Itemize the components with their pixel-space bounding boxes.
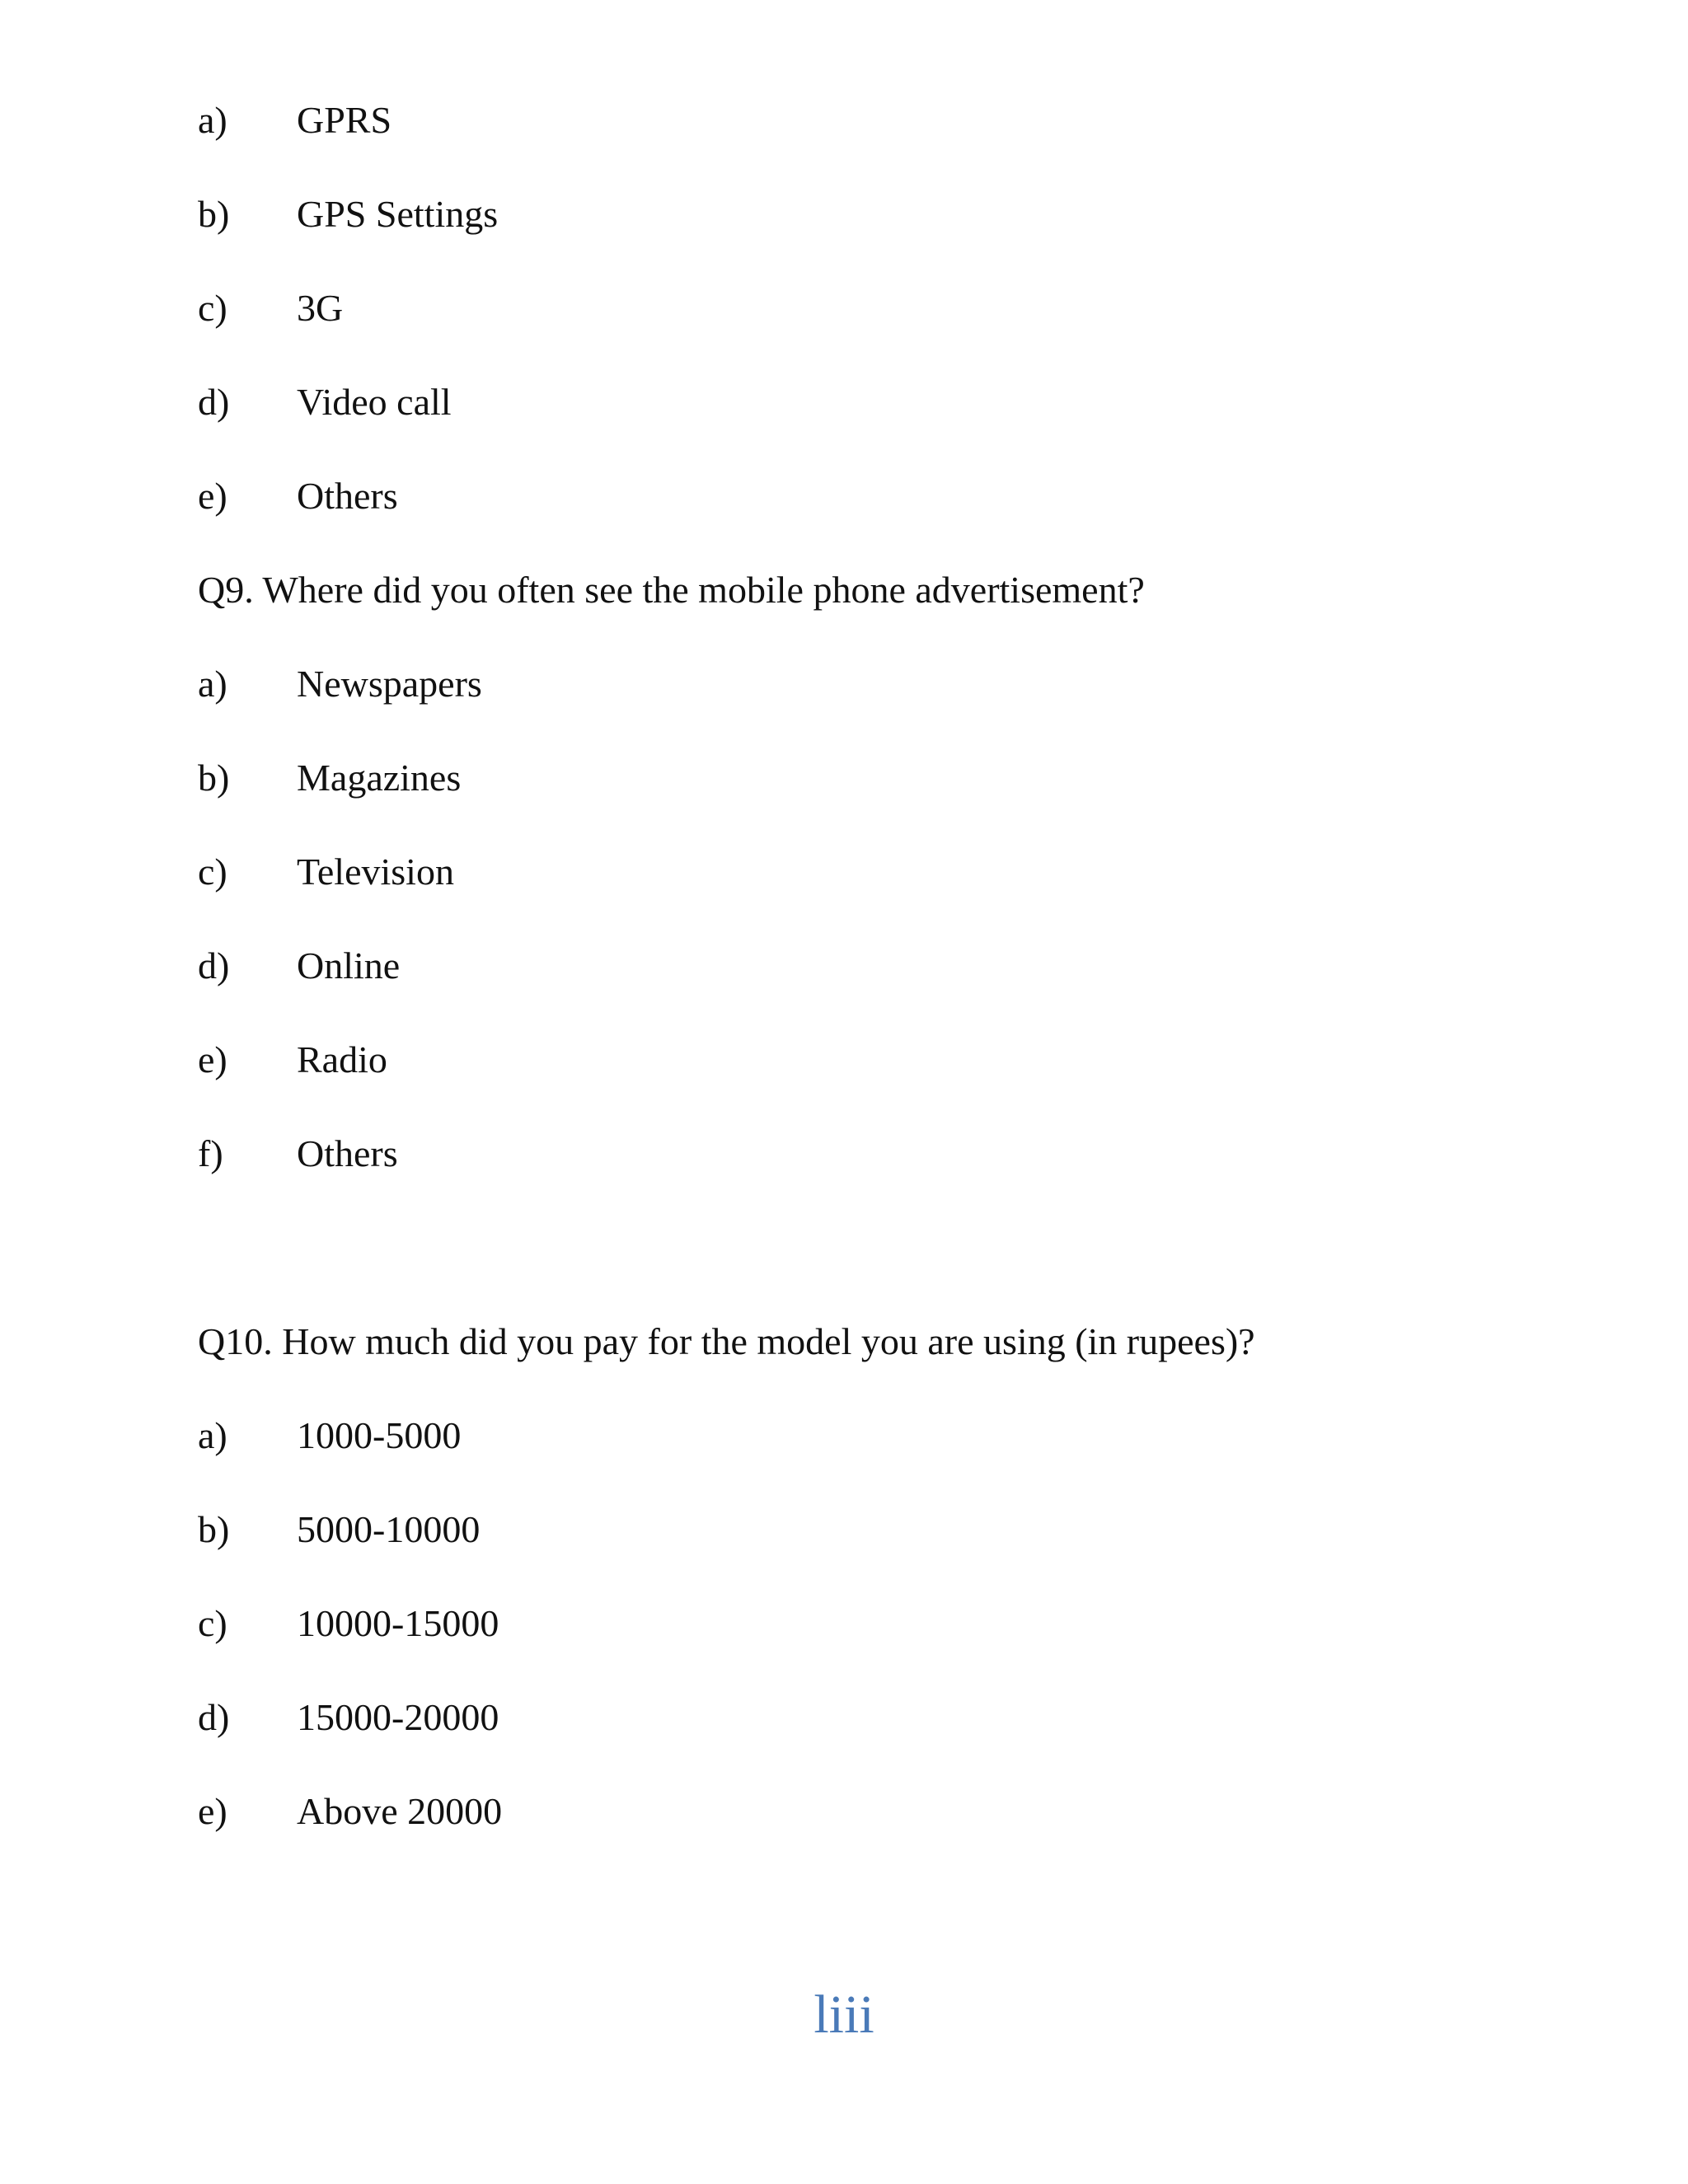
option-text: Magazines bbox=[297, 757, 462, 799]
list-item bbox=[198, 661, 482, 707]
list-item bbox=[198, 1694, 499, 1741]
option-text: Others bbox=[297, 475, 398, 517]
option-text: 15000-20000 bbox=[297, 1696, 499, 1738]
option-marker: e) bbox=[198, 1790, 227, 1832]
list-item bbox=[198, 943, 400, 989]
option-text: GPRS bbox=[297, 99, 392, 141]
option-text: 3G bbox=[297, 287, 344, 329]
list-item bbox=[198, 379, 452, 425]
option-marker: b) bbox=[198, 757, 230, 799]
page-number: liii bbox=[814, 1985, 874, 2045]
option-text: Online bbox=[297, 944, 401, 987]
option-text: GPS Settings bbox=[297, 193, 499, 235]
list-item bbox=[198, 1037, 387, 1083]
list-item bbox=[198, 849, 454, 895]
list-item bbox=[198, 1131, 398, 1177]
option-marker: f) bbox=[198, 1132, 223, 1174]
list-item bbox=[198, 1413, 461, 1459]
list-item bbox=[198, 755, 461, 801]
list-item bbox=[198, 285, 343, 331]
option-text: Others bbox=[297, 1132, 398, 1174]
list-item bbox=[198, 473, 398, 519]
option-text: Television bbox=[297, 851, 454, 893]
option-text: Video call bbox=[297, 381, 452, 423]
question-q9: Q9. Where did you often see the mobile phone advertisement? bbox=[198, 569, 1145, 611]
option-marker: d) bbox=[198, 1696, 230, 1738]
option-marker: a) bbox=[198, 99, 227, 141]
option-text: 5000-10000 bbox=[297, 1508, 481, 1550]
list-item bbox=[198, 1788, 502, 1835]
option-text: Above 20000 bbox=[297, 1790, 503, 1832]
option-marker: a) bbox=[198, 1414, 227, 1456]
option-marker: b) bbox=[198, 1508, 230, 1550]
option-marker: d) bbox=[198, 944, 230, 987]
option-marker: c) bbox=[198, 287, 227, 329]
option-text: Newspapers bbox=[297, 663, 482, 705]
option-marker: e) bbox=[198, 475, 227, 517]
list-item bbox=[198, 191, 498, 237]
option-text: 10000-15000 bbox=[297, 1602, 499, 1644]
option-text: 1000-5000 bbox=[297, 1414, 462, 1456]
list-item bbox=[198, 97, 392, 143]
option-marker: d) bbox=[198, 381, 230, 423]
option-marker: b) bbox=[198, 193, 230, 235]
option-marker: a) bbox=[198, 663, 227, 705]
option-marker: c) bbox=[198, 851, 227, 893]
list-item bbox=[198, 1507, 480, 1553]
option-text: Radio bbox=[297, 1038, 387, 1080]
option-marker: e) bbox=[198, 1038, 227, 1080]
list-item bbox=[198, 1601, 499, 1647]
option-marker: c) bbox=[198, 1602, 227, 1644]
question-q10: Q10. How much did you pay for the model you are using (in rupees)? bbox=[198, 1320, 1255, 1362]
